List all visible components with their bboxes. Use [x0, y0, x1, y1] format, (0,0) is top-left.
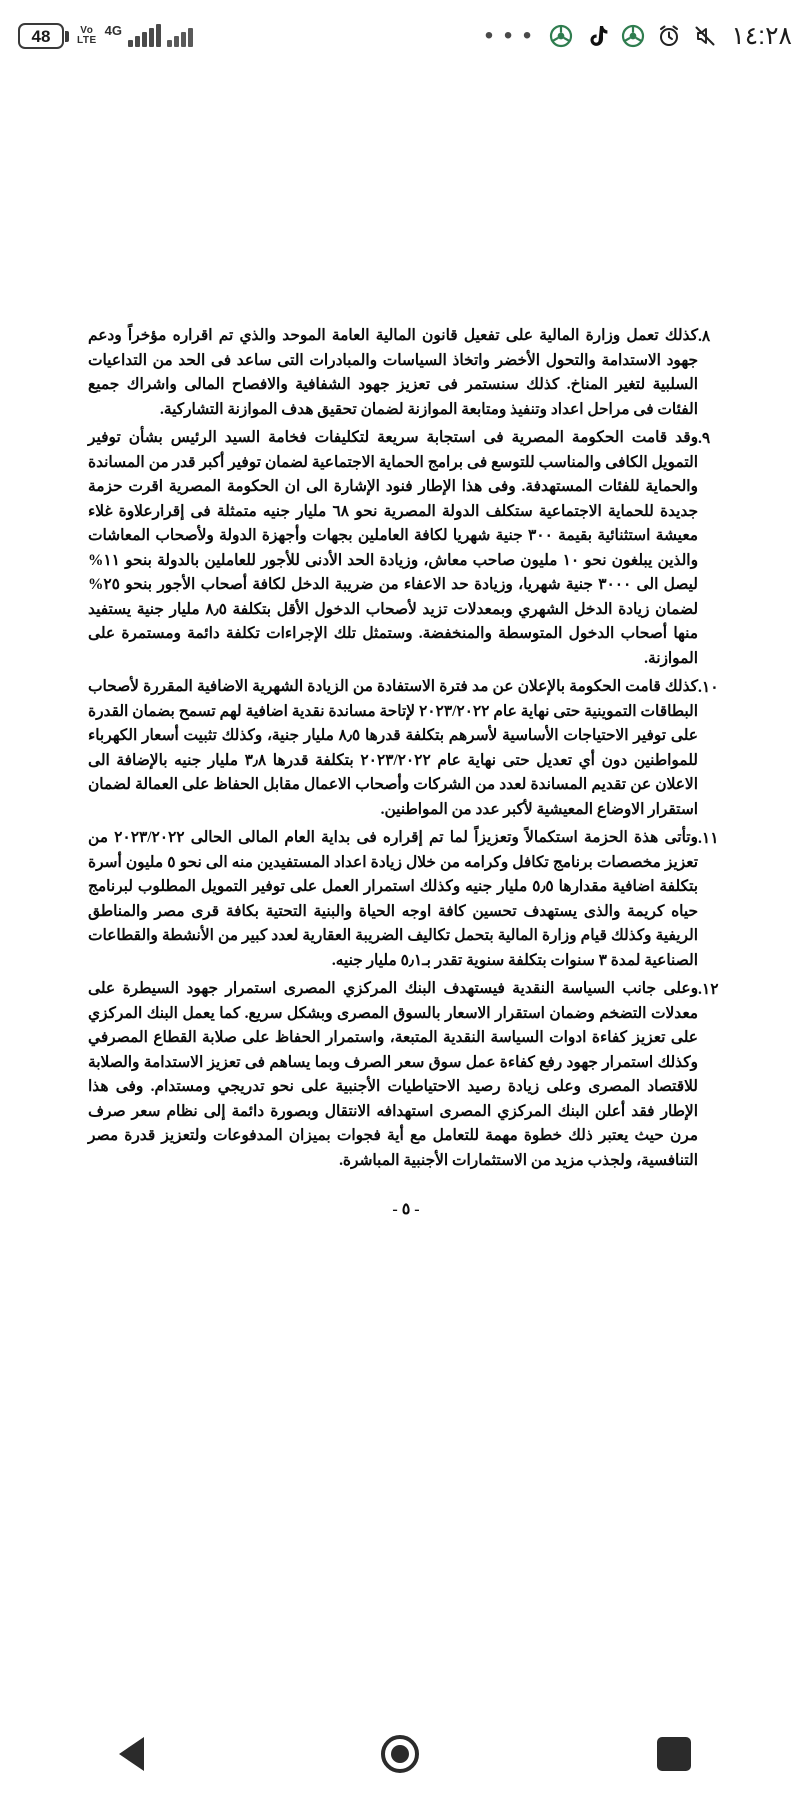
alarm-icon	[656, 24, 681, 49]
battery-percent-label: 48	[31, 26, 51, 46]
paragraph-text: وتأتى هذة الحزمة استكمالاً وتعزيزاً لما تم إقراره فى بداية العام المالى الحالى ٢٠٢٣/٢٠٢٢ من تعزيز مخصصات برنامج تكافل وكرامه من خلال زيادة اعداد المستفيدين منه الى نحو ٥ مليون أسرة بتكلفة اضافية مقدارها ٥٫٥ مليار جنيه وكذلك استمرار العمل على توفير التمويل المطلوب لبرنامج حياه كريمة والذى يستهدف تحسين كافة اوجه الحياة والبنية التحتية بكافة قرى مصر والمناطق الريفية وكذلك قيام وزارة المالية بتحمل تكاليف الضريبة العقارية لعدد كبير من الأنشطة والقطاعات الصناعية لمدة ٣ سنوات بتكلفة سنوية تقدر بـ٥٫١ مليار جنيه.	[88, 829, 698, 969]
network-type-label: 4G	[104, 22, 122, 38]
battery-cap	[65, 31, 69, 42]
mute-icon	[692, 24, 717, 49]
status-bar	[0, 0, 810, 72]
paragraph-text: وقد قامت الحكومة المصرية فى استجابة سريعة لتكليفات فخامة السيد الرئيس بشأن توفير التمويل الكافى والمناسب للتوسع فى برامج الحماية الاجتماعية لضمان توفير أكبر قدر من المساندة والحماية للفئات المستهدفة. وفى هذا الإطار فنود الإشارة الى ان الحكومة المصرية اقرت حزمة جديدة للحماية الاجتماعية ستكلف الدولة المصرية نحو ٦٨ مليار جنيه متمثلة فى إقرارعلاوة غلاء معيشة استثنائية بقيمة ٣٠٠ جنية شهريا لكافة العاملين بجهات وأجهزة الدولة ولأصحاب المعاشات والذين يبلغون نحو ١٠ مليون صاحب معاش، وزيادة الحد الأدنى للأجور للعاملين بالدولة بنحو ١١% ليصل الى ٣٠٠٠ جنية شهريا، وزيادة حد الاعفاء من ضريبة الدخل لكافة أصحاب الأجور بنحو ٢٥% لضمان زيادة الدخل الشهري وبمعدلات تزيد لأصحاب الدخول الأقل بتكلفة ٨٫٥ مليار جنية يستفيد منها أصحاب الدخول المتوسطة والمنخفضة. وستمثل تلك الإجراءات تكلفة دائمة ومستمرة على الموازنة.	[88, 429, 699, 667]
overflow-menu-icon: • • •	[484, 22, 534, 49]
paragraph-number: ٨.	[698, 328, 711, 345]
recents-square-icon	[657, 1737, 691, 1771]
document-paragraph	[88, 324, 724, 422]
signal-bars-icon	[128, 25, 161, 47]
document-paragraph	[88, 977, 724, 1173]
page-number: - ٥ -	[392, 1201, 420, 1218]
document-paragraph	[88, 675, 724, 822]
paragraph-number: ٩.	[698, 430, 711, 447]
volte-top-label: Vo	[80, 25, 94, 36]
browser-icon	[548, 24, 573, 49]
volte-icon	[77, 26, 97, 46]
status-bar-right	[485, 21, 792, 51]
home-button[interactable]	[381, 1735, 419, 1773]
tiktok-icon	[584, 24, 609, 49]
signal-bars-secondary-icon	[167, 25, 193, 47]
navigation-bar	[0, 1708, 810, 1800]
back-button[interactable]	[119, 1737, 144, 1771]
home-circle-icon	[381, 1735, 419, 1773]
document-paragraph	[88, 826, 724, 973]
paragraph-text: وعلى جانب السياسة النقدية فيستهدف البنك المركزي المصرى استمرار جهود السيطرة على معدلات التضخم وضمان استقرار الاسعار بالسوق المصرى وبشكل سريع. كما يعمل البنك المركزي على تعزيز كفاءة ادوات السياسة النقدية المتبعة، واستمرار الحفاظ على صلابة القطاع المصرفي وكذلك استمرار جهود رفع كفاءة عمل سوق سعر الصرف وبما يساهم فى تعزيز الاستدامة والصلابة للاقتصاد المصرى وعلى زيادة رصيد الاحتياطيات الأجنبية على نحو تدريجي ومستدام. وفى هذا الإطار فقد أعلن البنك المركزي المصرى استهدافه الانتقال وبصورة دائمة إلى نظام سعر صرف مرن حيث يعتبر ذلك خطوة مهمة للتعامل مع أية فجوات بميزان المدفوعات ولتعزيز قدرة مصر التنافسية، ولجذب مزيد من الاستثمارات الأجنبية المباشرة.	[88, 980, 698, 1169]
document-body	[88, 324, 724, 1219]
back-triangle-icon	[119, 1737, 144, 1771]
document-paragraph	[88, 426, 724, 671]
clock-label: ١٤:٢٨	[731, 22, 792, 50]
browser-icon-2	[620, 24, 645, 49]
status-bar-left	[18, 23, 193, 50]
document-page[interactable]	[0, 72, 810, 1708]
paragraph-number: ١٠.	[698, 679, 719, 696]
recents-button[interactable]	[657, 1737, 691, 1771]
battery-icon	[18, 23, 69, 49]
volte-bottom-label: LTE	[77, 35, 97, 46]
paragraph-number: ١١.	[698, 830, 719, 847]
paragraph-text: كذلك قامت الحكومة بالإعلان عن مد فترة الاستفادة من الزيادة الشهرية الاضافية المقررة لأصحاب البطاقات التموينية حتى نهاية عام ٢٠٢٣/٢٠٢٢ لإتاحة مساندة نقدية اضافية لهم تسمح بضمان القدرة على توفير الاحتياجات الأساسية لأسرهم بتكلفة قدرها ٨٫٥ مليار جنية، وكذلك تثبيت أسعار الكهرباء للمواطنين دون أي تعديل حتى نهاية عام ٢٠٢٣/٢٠٢٢ بتكلفة قدرها ٣٫٨ مليار جنيه بالإضافة الى الاعلان عن تقديم المساندة لعدد من الشركات وأصحاب الاعمال مقابل الحفاظ على العمالة لضمان استقرار الاوضاع المعيشية لأكبر عدد من المواطنين.	[88, 678, 698, 818]
paragraph-text: كذلك تعمل وزارة المالية على تفعيل قانون المالية العامة الموحد والذي تم اقراره مؤخراً ودعم جهود الاستدامة والتحول الأخضر واتخاذ السياسات والمبادرات التى ساعد فى الحد من التداعيات السلبية لتغير المناخ. كذلك سنستمر فى تعزيز جهود الشفافية والافصاح المالى واشراك جميع الفئات فى مراحل اعداد وتنفيذ ومتابعة الموازنة لضمان تحقيق هدف الموازنة التشاركية.	[88, 327, 698, 418]
paragraph-number: ١٢.	[698, 981, 719, 998]
